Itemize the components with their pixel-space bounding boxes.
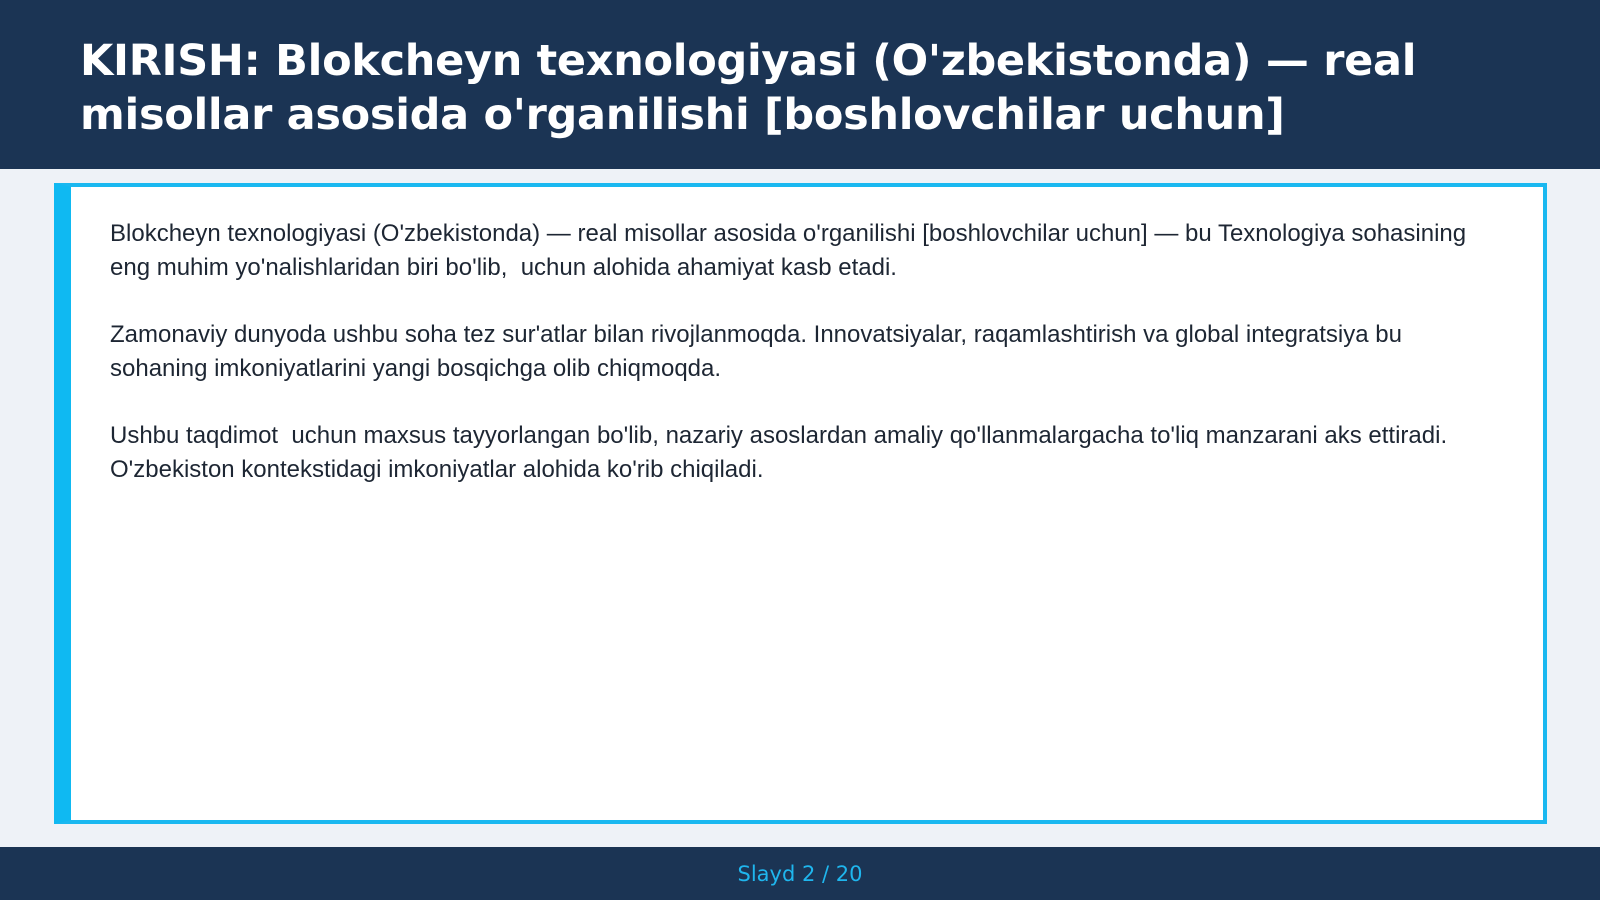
slide-title: KIRISH: Blokcheyn texnologiyasi (O'zbekistonda) — real misollar asosida o'rganilishi [boshlovchilar uchun]	[80, 36, 1417, 140]
content-paragraph-3: Ushbu taqdimot uchun maxsus tayyorlangan bo'lib, nazariy asoslardan amaliy qo'llanmalargacha to'liq manzarani aks ettiradi. O'zbekiston kontekstidagi imkoniyatlar alohida ko'rib chiqiladi.	[110, 422, 1454, 483]
content-paragraph-2: Zamonaviy dunyoda ushbu soha tez sur'atlar bilan rivojlanmoqda. Innovatsiyalar, raqamlashtirish va global integratsiya bu sohaning imkoniyatlarini yangi bosqichga olib chiqmoqda.	[110, 321, 1409, 382]
content-panel	[54, 183, 1547, 824]
slide-footer	[0, 847, 1600, 900]
slide-header	[0, 0, 1600, 169]
content-paragraph-1: Blokcheyn texnologiyasi (O'zbekistonda) — real misollar asosida o'rganilishi [boshlovchilar uchun] — bu Texnologiya sohasining eng muhim yo'nalishlaridan biri bo'lib, uchun alohida ahamiyat kasb etadi.	[110, 220, 1473, 281]
slide-counter: Slayd 2 / 20	[737, 861, 863, 886]
